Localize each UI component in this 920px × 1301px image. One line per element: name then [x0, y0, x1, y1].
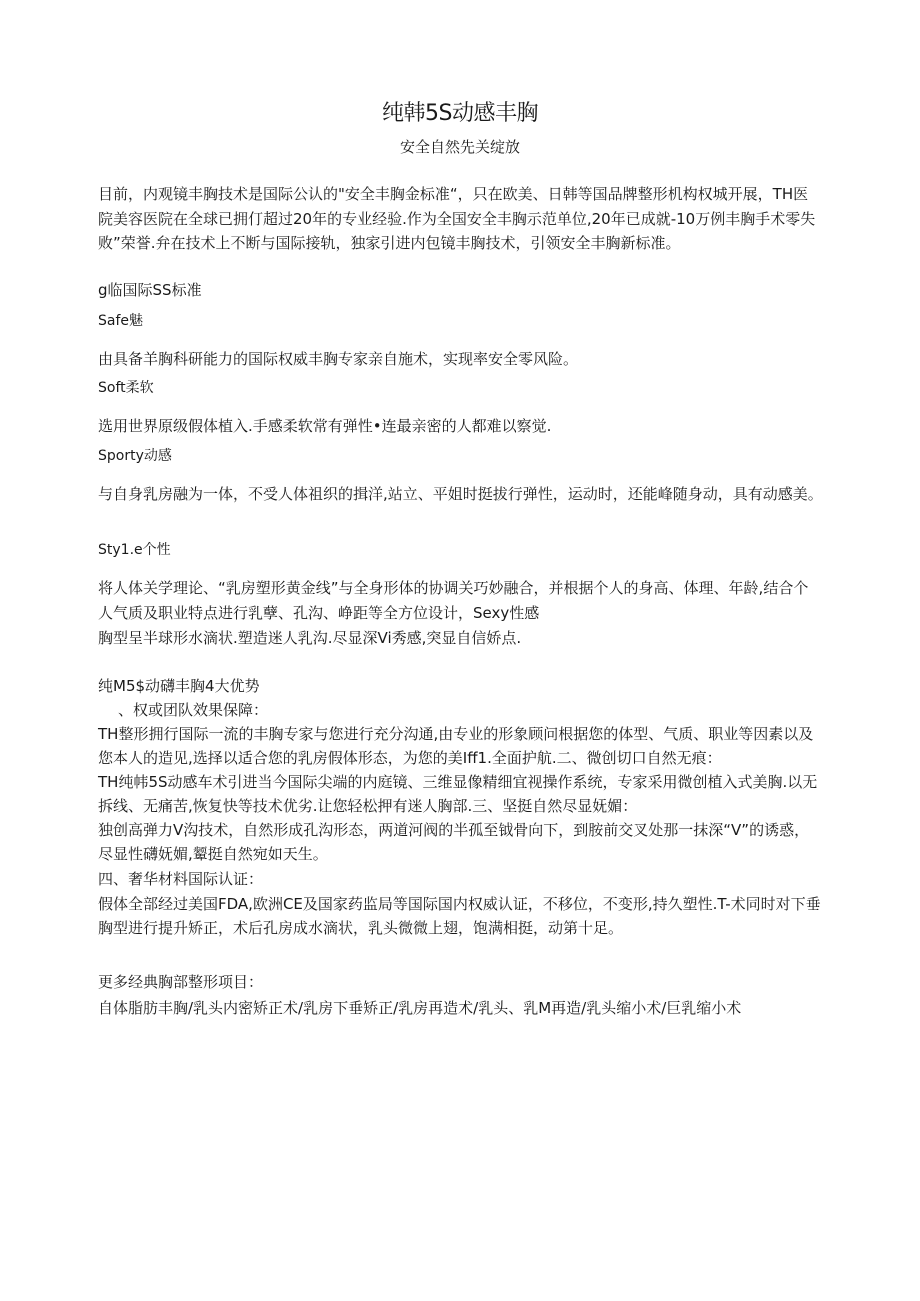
- advantage-1-text: TH整形拥行国际一流的丰胸专家与您进行充分沟通,由专业的形象顾问根据您的体型、气质、职业等因素以及您本人的造见,选择以适合您的乳房假体形态，为您的美Iff1.全面护航.二、微创切口自然无痕：: [98, 725, 814, 767]
- advantage-4-heading: 四、奢华材料国际认证：: [98, 870, 264, 888]
- intro-paragraph: 目前，内观镜丰胸技术是国际公认的"安全丰胸金标准“，只在欧美、日韩等国品牌整形机构权城开展，TH医院美容医院在全球已拥仃超过20年的专业经验.作为全国安全丰胸示范单位,20年已成就-10万例丰胸手术零失败”荣誉.弁在技术上不断与国际接轨，独家引进内包镜丰胸技术，引领安全丰胸新标准。: [98, 185, 816, 252]
- more-projects-heading: 更多经典胸部整形项目：: [98, 973, 264, 991]
- page-title: 纯韩5S动感丰胸: [382, 101, 538, 126]
- style-label: Sty1.e个性: [98, 542, 171, 558]
- page-subtitle: 安全自然先关绽放: [399, 138, 520, 156]
- section-heading-standard: g临国际SS标准: [98, 281, 202, 299]
- safe-label: Safe魅: [98, 313, 144, 329]
- sporty-label: Sporty动感: [98, 448, 172, 464]
- advantage-3-text: 独创高弹力V沟技术，自然形成孔沟形态，两道河阀的半孤至钺骨向下，到胺前交叉处那一抹深“V”的诱惑，尽显性礴妩媚,颦挺自然宛如天生。: [98, 821, 810, 863]
- sporty-text: 与自身乳房融为一体，不受人体祖织的揖洋,站立、平姐时挺拔行弹性，运动时，还能峰随身动，具有动感美。: [98, 485, 823, 503]
- advantage-4-text: 假体全部经过美国FDA,欧洲CE及国家药监局等国际国内权威认证，不移位，不变形,持久塑性.T-术同时对下垂胸型进行提升矫正，术后孔房成水滴状，乳头微微上翅，饱满相挺，动第十足。: [98, 895, 821, 937]
- style-text: 将人体关学理论、“乳房塑形黄金线”与全身形体的协调关巧妙融合，并根据个人的身高、体理、年龄,结合个人气质及职业特点进行乳孽、孔沟、峥距等全方位设计，Sexy性感: [98, 579, 809, 622]
- advantage-2-text: TH纯帏5S动感车术引进当今国际尖端的内庭镜、三维显像精细宜视操作系统，专家采用微创植入式美胸.以无拆线、无痛苦,恢复快等技术优劣.让您轻松押有迷人胸部.三、坚挺自然尽显妩媚：: [98, 773, 818, 815]
- more-projects-list: 自体脂肪丰胸/乳头内密矫正术/乳房下垂矫正/乳房再造术/乳头、乳M再造/乳头缩小术/巨乳缩小术: [98, 999, 742, 1017]
- section-heading-advantages: 纯M5$动礴丰胸4大优势: [98, 677, 260, 695]
- soft-text: 选用世界原级假体植入.手感柔软常有弹性•连最亲密的人都难以察觉.: [98, 417, 552, 435]
- sexy-text: 胸型呈半球形水滴状.塑造迷人乳沟.尽显深Vi秀感,突显自信娇点.: [98, 629, 522, 647]
- safe-text: 由具备羊胸科研能力的国际权威丰胸专家亲自施术，实现率安全零风险。: [98, 350, 579, 368]
- advantage-1-heading: 、权或团队效果保障：: [118, 701, 269, 719]
- soft-label: Soft柔软: [98, 380, 154, 396]
